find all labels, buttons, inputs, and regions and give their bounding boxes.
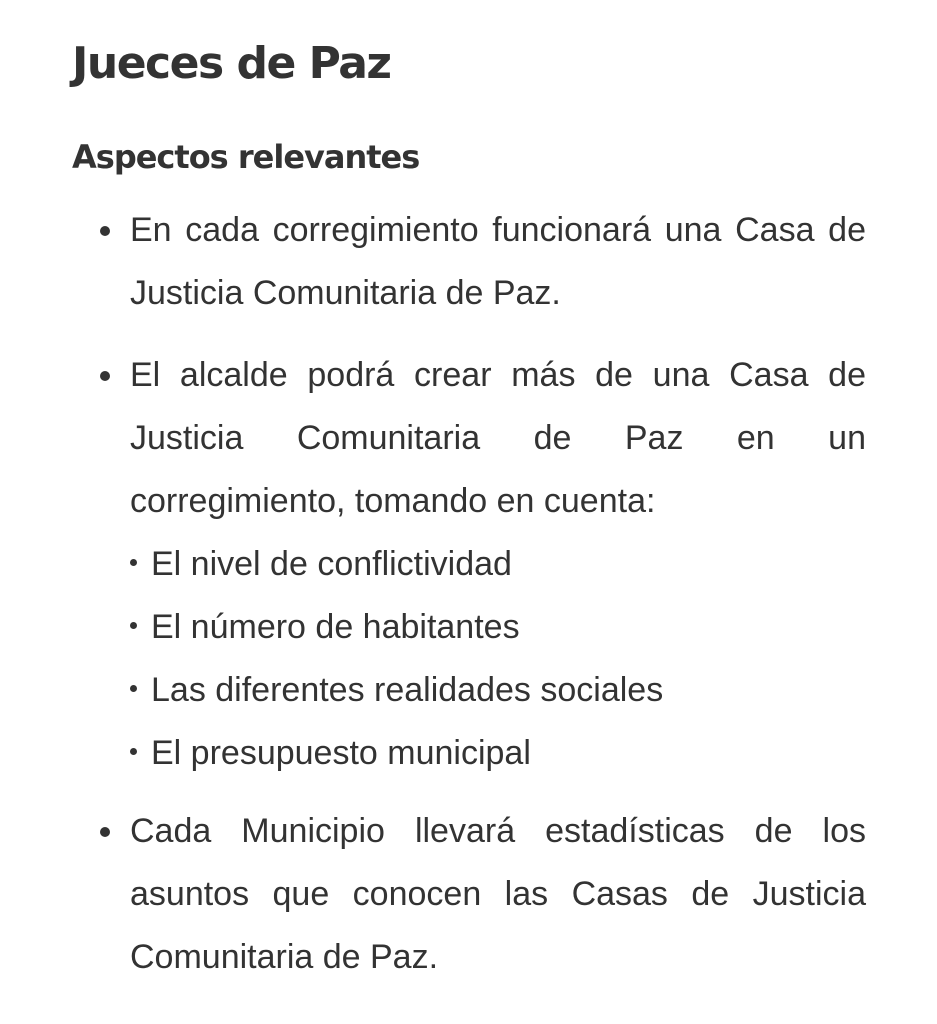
sub-list-item-text: El presupuesto municipal	[151, 734, 531, 772]
bullet-icon	[100, 226, 110, 236]
small-bullet-icon	[130, 685, 137, 692]
sub-list	[130, 533, 866, 785]
sub-list-item	[130, 533, 866, 596]
bullet-icon	[100, 827, 110, 837]
small-bullet-icon	[130, 748, 137, 755]
list-item-text: Cada Municipio llevará estadísticas de los asuntos que conocen las Casas de Justicia Comunitaria de Paz.	[130, 812, 866, 976]
sub-list-item-text: Las diferentes realidades sociales	[151, 671, 664, 709]
sub-list-item	[130, 722, 866, 785]
list-item-text: En cada corregimiento funcionará una Casa de Justicia Comunitaria de Paz.	[130, 211, 866, 312]
sub-list-item	[130, 596, 866, 659]
list-item-casa-por-corregimiento	[130, 199, 866, 325]
list-item-crear-mas-casas	[130, 344, 866, 785]
sub-list-item-text: El número de habitantes	[151, 608, 520, 646]
sub-list-item	[130, 659, 866, 722]
small-bullet-icon	[130, 559, 137, 566]
list-item-estadisticas	[130, 800, 866, 989]
bullet-icon	[100, 371, 110, 381]
page-title: Jueces de Paz	[72, 38, 391, 89]
section-heading: Aspectos relevantes	[72, 138, 420, 176]
list-item-text: El alcalde podrá crear más de una Casa de Justicia Comunitaria de Paz en un corregimiento, tomando en cuenta:	[130, 356, 866, 520]
small-bullet-icon	[130, 622, 137, 629]
sub-list-item-text: El nivel de conflictividad	[151, 545, 512, 583]
